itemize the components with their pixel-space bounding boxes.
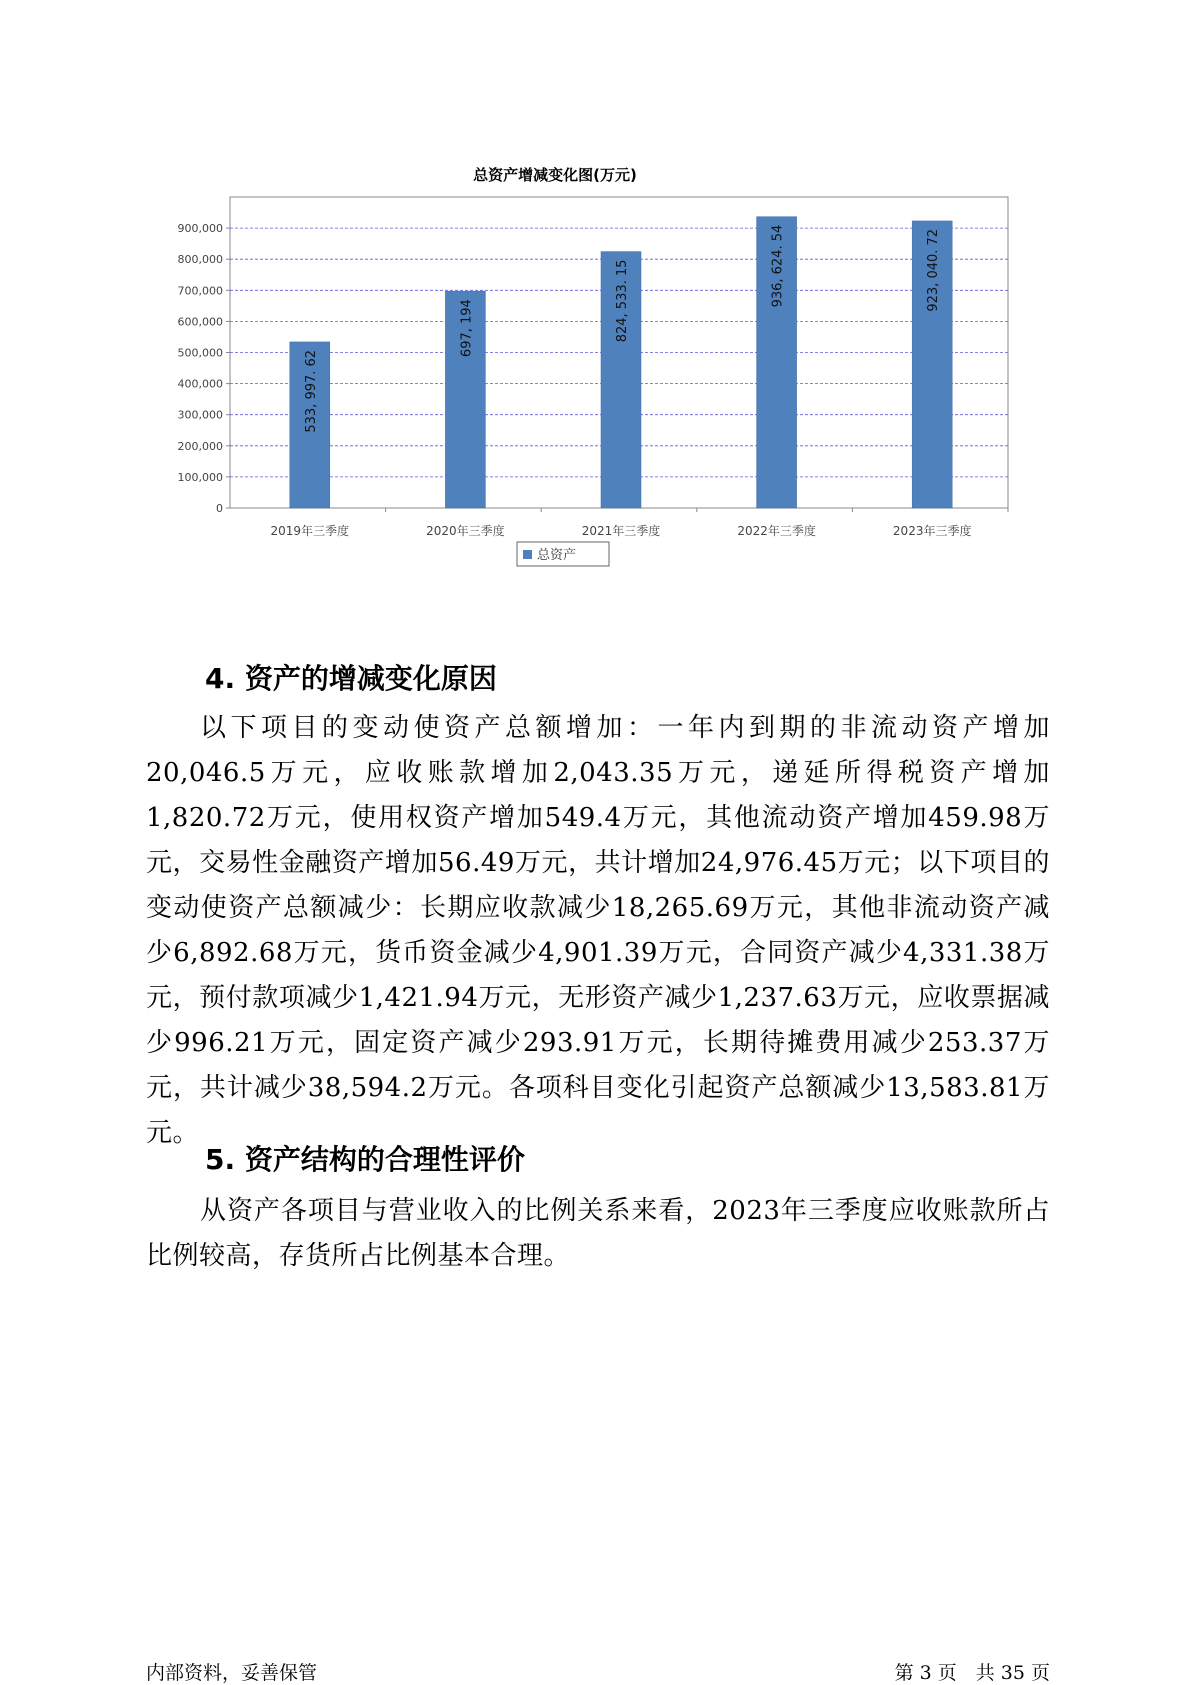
paragraph-asset-change: 以下项目的变动使资产总额增加：一年内到期的非流动资产增加20,046.5万元，应收账款增加2,043.35万元，递延所得税资产增加1,820.72万元，使用权资产增加549.4万元，其他流动资产增加459.98万元，交易性金融资产增加56.49万元，共计增加24,976.45万元；以下项目的变动使资产总额减少：长期应收款减少18,265.69万元，其他非流动资产减少6,892.68万元，货币资金减少4,901.39万元，合同资产减少4,331.38万元，预付款项减少1,421.94万元，无形资产减少1,237.63万元，应收票据减少996.21万元，固定资产减少293.91万元，长期待摊费用减少253.37万元，共计减少38,594.2万元。各项科目变化引起资产总额减少13,583.81万元。 — [146, 713, 1050, 1148]
bar-data-label: 697, 194 — [459, 299, 475, 358]
legend-label: 总资产 — [537, 548, 577, 563]
y-tick-label: 800,000 — [177, 253, 223, 267]
bar-data-label: 533, 997. 62 — [303, 349, 319, 433]
chart-legend — [517, 542, 609, 566]
y-tick-label: 100,000 — [177, 470, 223, 484]
section-heading-asset-structure: 5. 资产结构的合理性评价 — [205, 1143, 525, 1176]
chart-title: 总资产增减变化图(万元) — [473, 166, 637, 184]
bar-data-label: 923, 040. 72 — [926, 228, 942, 312]
y-tick-label: 400,000 — [177, 377, 223, 391]
y-tick-label: 0 — [216, 502, 223, 515]
bar-data-label: 936, 624. 54 — [770, 224, 786, 308]
y-tick-label: 500,000 — [177, 346, 223, 360]
y-tick-label: 700,000 — [177, 284, 223, 298]
legend-swatch — [523, 550, 532, 559]
y-tick-label: 200,000 — [177, 439, 223, 453]
x-tick-label: 2021年三季度 — [581, 524, 661, 538]
section-heading-asset-change: 4. 资产的增减变化原因 — [205, 662, 497, 695]
footer-page-number: 第 3 页 共 35 页 — [894, 1662, 1050, 1684]
y-tick-label: 900,000 — [177, 222, 223, 236]
footer-confidential-note: 内部资料，妥善保管 — [146, 1662, 318, 1684]
x-tick-label: 2020年三季度 — [426, 524, 505, 538]
y-tick-label: 300,000 — [177, 408, 223, 422]
x-tick-label: 2022年三季度 — [737, 524, 816, 538]
x-tick-label: 2023年三季度 — [892, 524, 972, 538]
x-tick-label: 2019年三季度 — [270, 524, 350, 538]
y-tick-label: 600,000 — [177, 315, 223, 329]
paragraph-asset-structure: 从资产各项目与营业收入的比例关系来看，2023年三季度应收账款所占比例较高，存货所占比例基本合理。 — [146, 1196, 1050, 1271]
total-assets-chart — [150, 165, 1020, 625]
chart-svg — [150, 165, 1020, 625]
bar-data-label: 824, 533. 15 — [615, 259, 630, 343]
